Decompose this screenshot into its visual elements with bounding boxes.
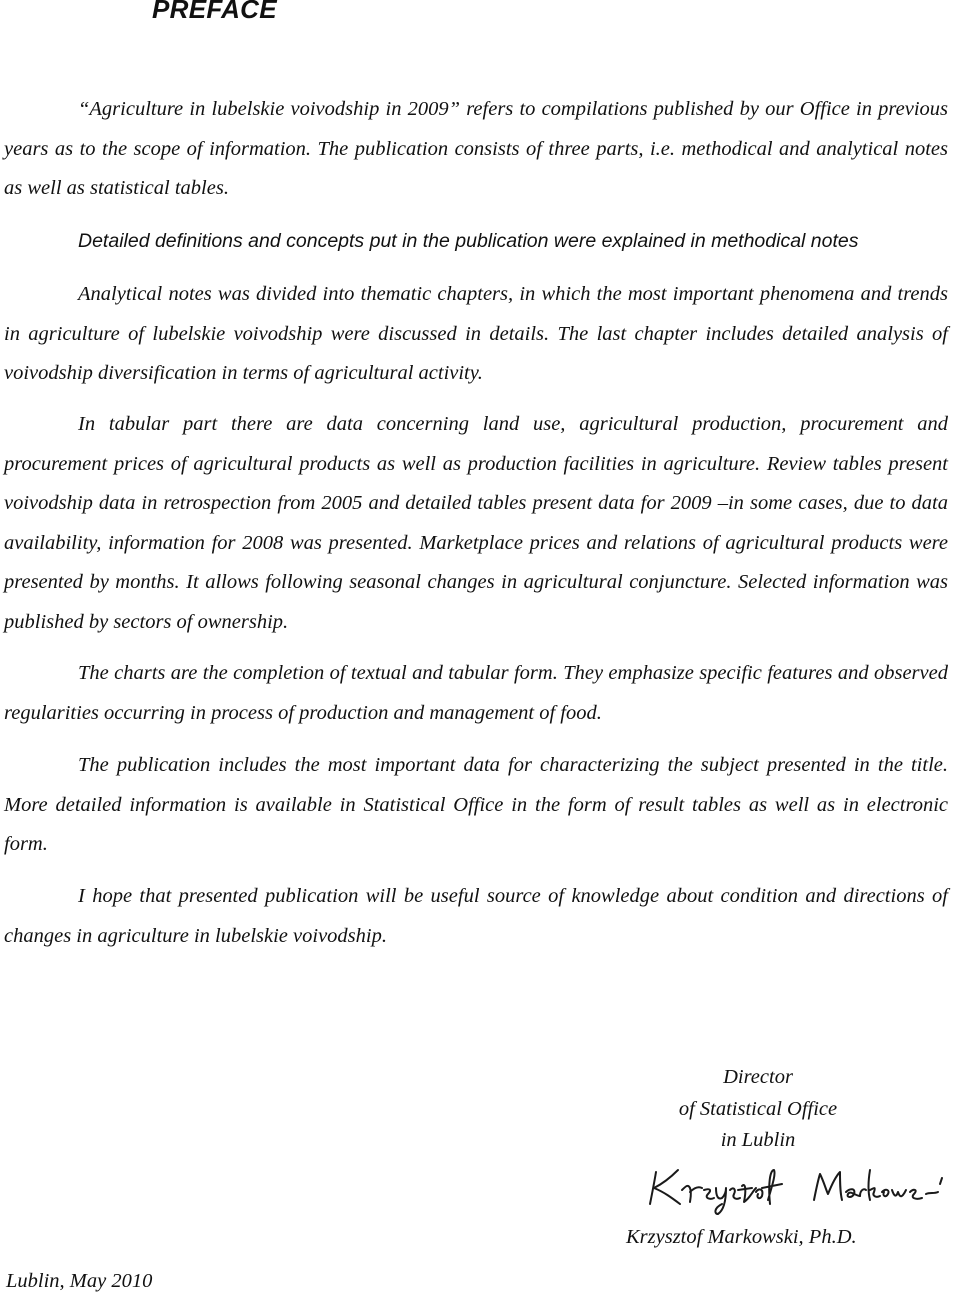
signatory-block [640, 1062, 876, 1157]
paragraph-intro: “Agriculture in lubelskie voivodship in 2009” refers to compilations published by our Office in previous years as to the scope of information. The publication consists of three parts, i.e. methodical and analytical notes as well as statistical tables. [4, 98, 948, 199]
place-and-date: Lublin, May 2010 [6, 1270, 153, 1292]
paragraph-closing: I hope that presented publication will be useful source of knowledge about condition and directions of changes in agriculture in lubelskie voivodship. [4, 885, 948, 947]
handwritten-signature [634, 1148, 954, 1218]
signatory-role-line: of Statistical Office [678, 1097, 838, 1120]
paragraph-tabular-part: In tabular part there are data concerning land use, agricultural production, procurement and procurement prices of agricultural products as well as production facilities in agriculture. Review tables present voivodship data in retrospection from 2005 and detailed tables present data for 2009 –in some cases, due to data availability, information for 2008 was presented. Marketplace prices and relations of agricultural products were presented by months. It allows following seasonal changes in agricultural conjuncture. Selected information was published by sectors of ownership. [4, 413, 948, 633]
paragraph-charts: The charts are the completion of textual and tabular form. They emphasize specific features and observed regularities occurring in process of production and management of food. [4, 662, 948, 724]
paragraph-definitions: Detailed definitions and concepts put in the publication were explained in methodical notes [78, 230, 859, 252]
paragraph-scope: The publication includes the most important data for characterizing the subject presented in the title. More detailed information is available in Statistical Office in the form of result tables as well as in electronic form. [4, 754, 948, 855]
paragraph-analytical-notes: Analytical notes was divided into thematic chapters, in which the most important phenomena and trends in agriculture of lubelskie voivodship were discussed in details. The last chapter includes detailed analysis of voivodship diversification in terms of agricultural activity. [4, 283, 948, 384]
signatory-name: Krzysztof Markowski, Ph.D. [626, 1226, 857, 1248]
page-title: PREFACE [152, 0, 277, 24]
signatory-role-line: Director [723, 1066, 793, 1088]
signatory-role-line: in Lublin [720, 1129, 796, 1151]
